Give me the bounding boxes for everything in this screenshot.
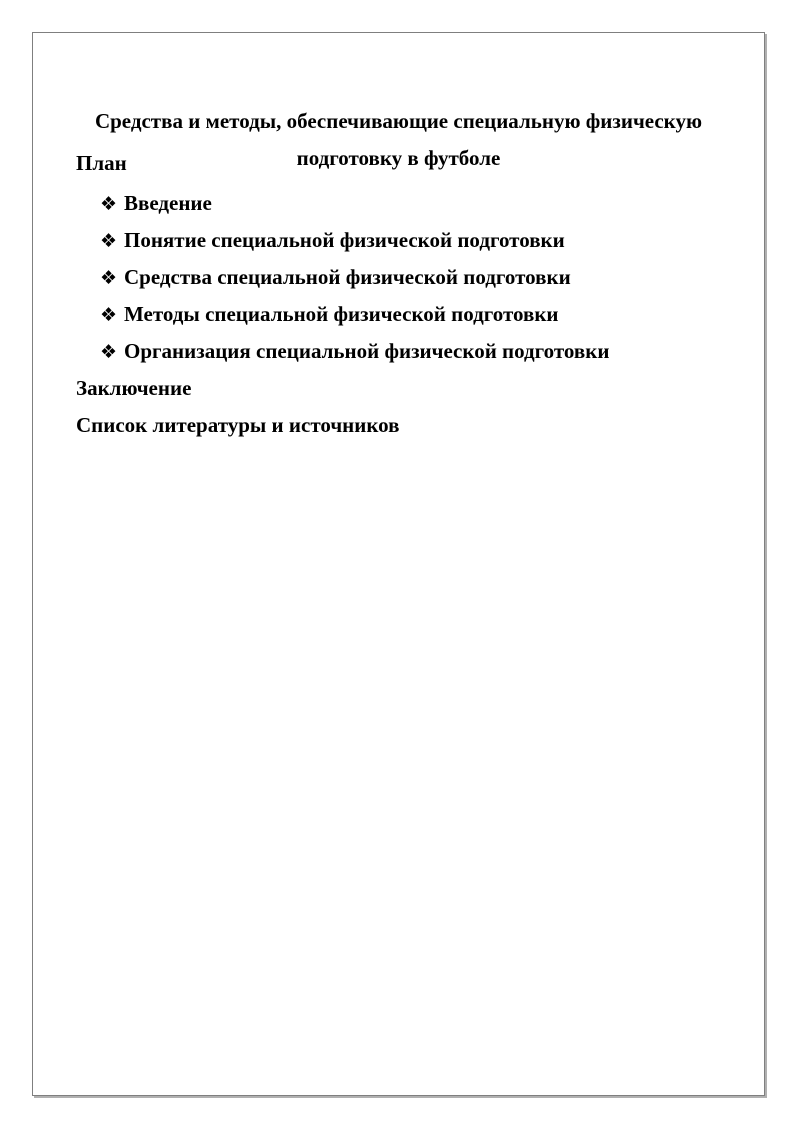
plan-list	[100, 185, 609, 370]
plan-item-introduction	[100, 185, 609, 222]
plan-item-concept	[100, 222, 609, 259]
diamond-bullet-icon: ❖	[100, 304, 118, 326]
plan-heading: План	[76, 151, 127, 175]
references-heading: Список литературы и источников	[76, 413, 400, 437]
title-line-2: подготовку в футболе	[296, 146, 501, 170]
diamond-bullet-icon: ❖	[100, 193, 118, 215]
closing-sections	[76, 370, 400, 444]
plan-item-organization	[100, 333, 609, 370]
plan-item-label: Средства специальной физической подготовки	[124, 265, 571, 289]
plan-item-methods	[100, 296, 609, 333]
conclusion-heading: Заключение	[76, 376, 192, 400]
diamond-bullet-icon: ❖	[100, 267, 118, 289]
plan-item-label: Методы специальной физической подготовки	[124, 302, 559, 326]
document-page	[32, 32, 765, 1096]
diamond-bullet-icon: ❖	[100, 230, 118, 252]
title-line-1: Средства и методы, обеспечивающие специальную физическую	[94, 109, 703, 133]
plan-item-means	[100, 259, 609, 296]
plan-item-label: Понятие специальной физической подготовки	[124, 228, 565, 252]
document-title	[33, 103, 764, 177]
diamond-bullet-icon: ❖	[100, 341, 118, 363]
plan-item-label: Организация специальной физической подготовки	[124, 339, 610, 363]
plan-item-label: Введение	[124, 191, 212, 215]
